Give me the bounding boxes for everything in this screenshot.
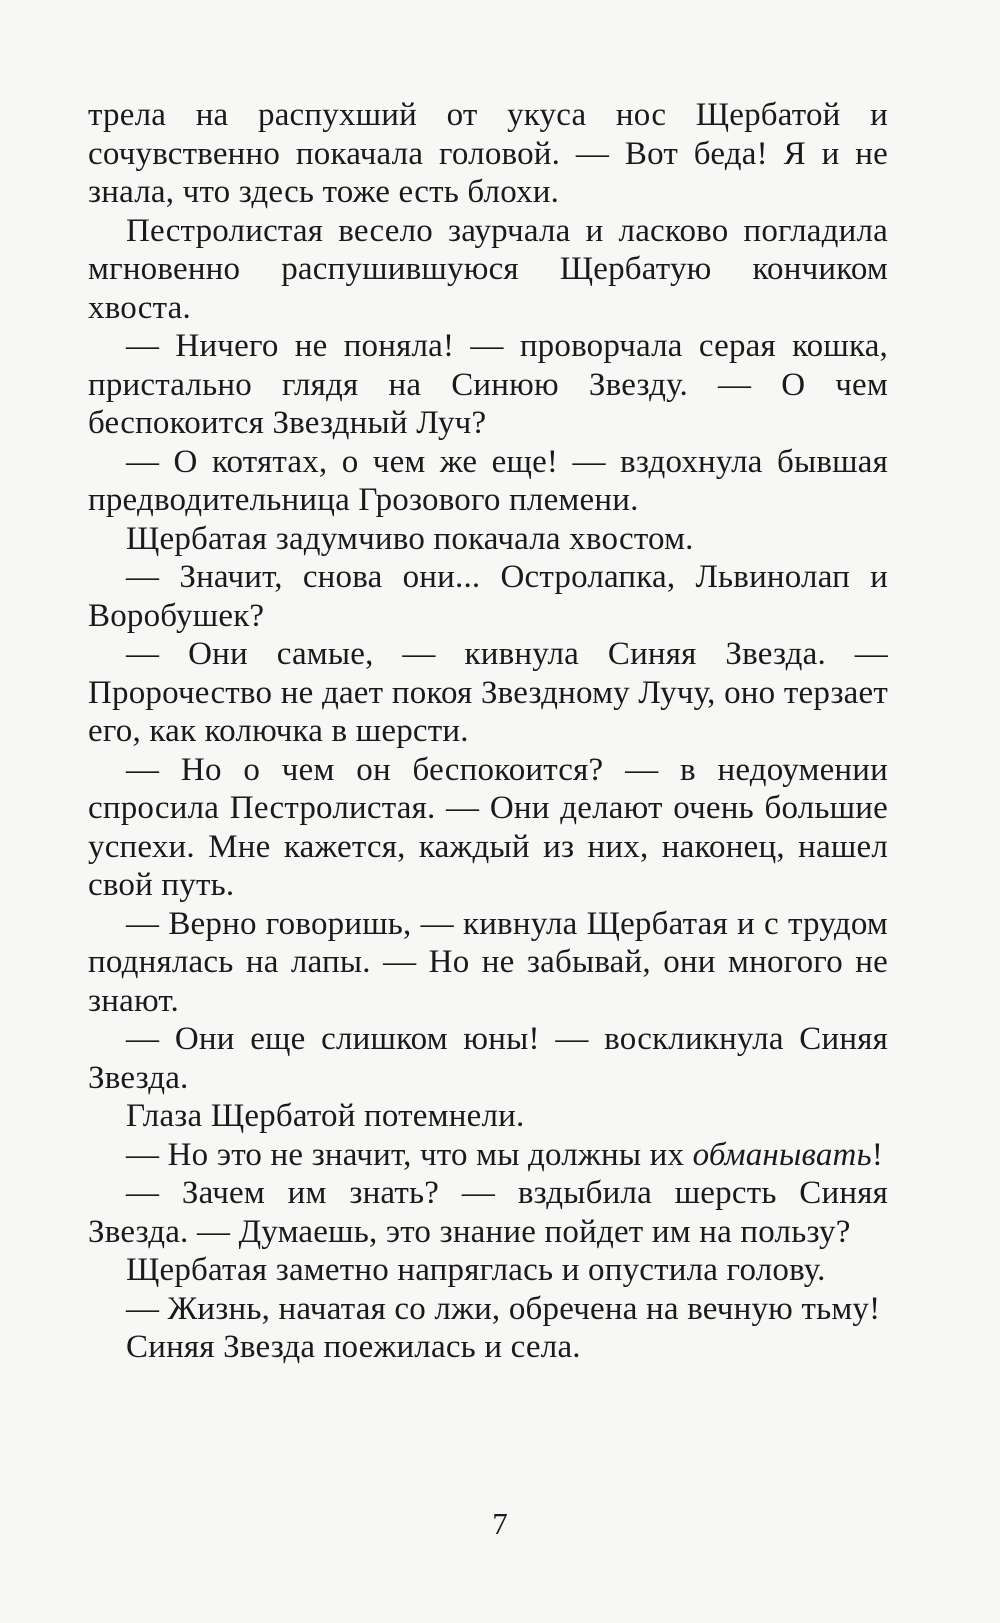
paragraph: — Но о чем он беспокоится? — в недоумении спросила Пестролистая. — Они делают очень большие успехи. Мне кажется, каждый из них, наконец, нашел свой путь. [88,751,888,903]
paragraph: Синяя Звезда поежилась и села. [126,1329,581,1365]
paragraph-with-italic [88,1136,888,1175]
paragraph: — Они еще слишком юны! — воскликнула Синяя Звезда. [88,1021,888,1096]
paragraph: — Верно говоришь, — кивнула Щербатая и с трудом поднялась на лапы. — Но не забывай, они многого не знают. [88,905,888,1019]
paragraph: — Значит, снова они... Остролапка, Львинолап и Воробушек? [88,559,888,634]
paragraph: — Ничего не поняла! — проворчала серая кошка, пристально глядя на Синюю Звезду. — О чем беспокоится Звездный Луч? [88,328,888,441]
paragraph: — Жизнь, начатая со лжи, обречена на вечную тьму! [126,1290,881,1327]
paragraph: — Зачем им знать? — вздыбила шерсть Синяя Звезда. — Думаешь, это знание пойдет им на пользу? [88,1175,888,1250]
text-run: — Но это не значит, что мы должны их [126,1136,693,1173]
italic-word: обманывать [692,1136,872,1173]
paragraph: Щербатая задумчиво покачала хвостом. [126,520,694,557]
paragraph: Глаза Щербатой потемнели. [126,1098,525,1134]
paragraph: Щербатая заметно напряглась и опустила голову. [126,1252,826,1288]
paragraph: трела на распухший от укуса нос Щербатой и сочувственно покачала головой. — Вот беда! Я и не знала, что здесь тоже есть блохи. [88,97,888,210]
paragraph: — О котятах, о чем же еще! — вздохнула бывшая предводительница Грозового племени. [88,443,888,518]
paragraph: Пестролистая весело заурчала и ласково погладила мгновенно распушившуюся Щербатую кончиком хвоста. [88,212,888,326]
text-run: ! [871,1136,884,1173]
body-text [88,96,888,1367]
paragraph: — Они самые, — кивнула Синяя Звезда. — Пророчество не дает покоя Звездному Лучу, оно терзает его, как колючка в шерсти. [88,636,888,749]
page-number: 7 [492,1506,508,1541]
